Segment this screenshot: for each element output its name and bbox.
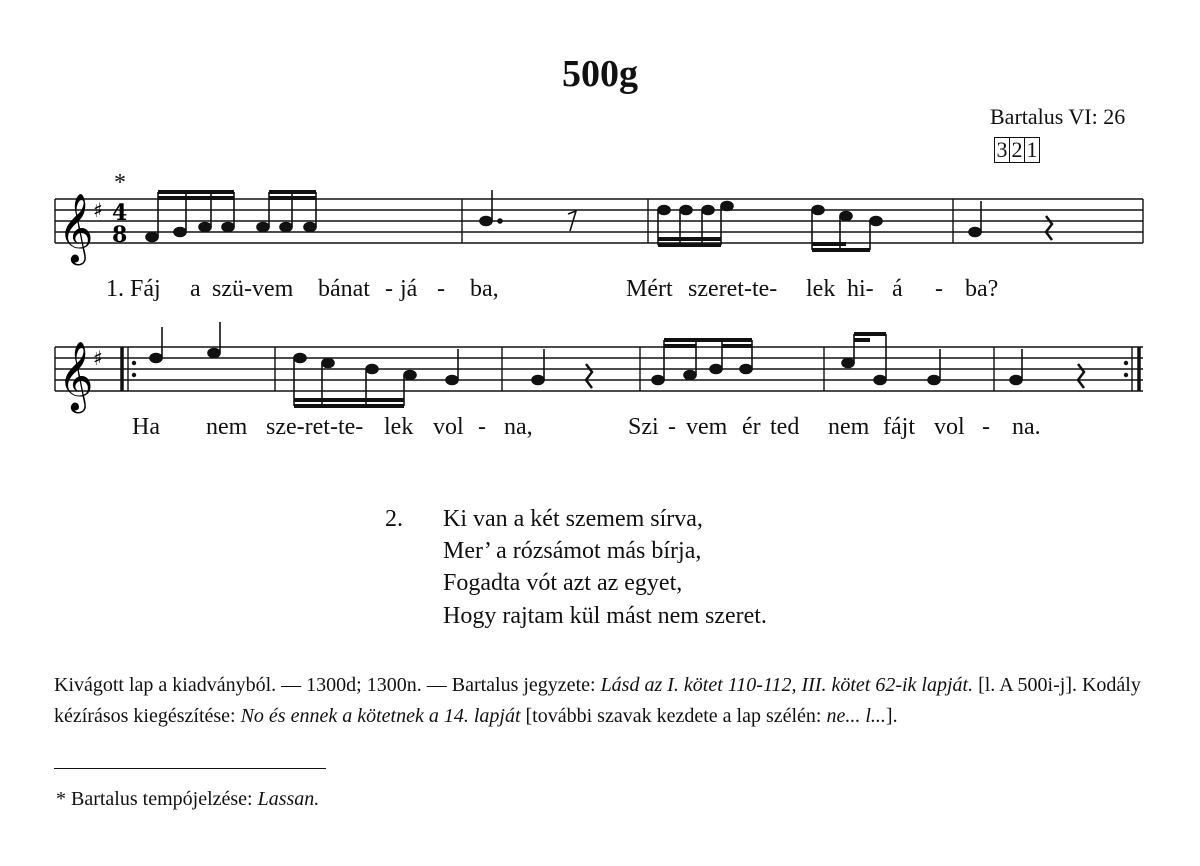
lyric-syllable: vol <box>934 414 965 440</box>
lyric-syllable: Ha <box>132 414 160 440</box>
lyric-syllable: - <box>668 414 676 440</box>
key-signature-sharp: ♯ <box>93 198 103 222</box>
tempo-asterisk: * <box>114 170 126 196</box>
footnote-text: * Bartalus tempójelzése: <box>56 788 258 810</box>
lyric-syllable: szeret-te- <box>688 276 778 302</box>
lyric-syllable: ér <box>742 414 761 440</box>
lyric-syllable: ted <box>770 414 800 440</box>
notes-italic: No és ennek a kötetnek a 14. lapját <box>240 705 521 727</box>
stanza-line: Mer’ a rózsámot más bírja, <box>443 538 702 564</box>
notes-italic: ne... l... <box>826 705 886 727</box>
lyric-syllable: - <box>935 276 943 302</box>
editorial-notes <box>54 670 1154 732</box>
treble-clef: 𝄞 <box>58 193 94 263</box>
stanza-line: Fogadta vót azt az egyet, <box>443 570 683 596</box>
lyric-syllable: Szi <box>628 414 659 440</box>
piece-title: 500g <box>562 53 638 95</box>
lyric-syllable: Mért <box>626 276 673 302</box>
time-sig-bottom: 8 <box>112 222 128 248</box>
lyric-syllable: já <box>400 276 418 302</box>
footnote-rule <box>54 768 326 769</box>
key-signature-sharp: ♯ <box>93 346 103 370</box>
lyric-syllable: sze-ret-te- <box>266 414 364 440</box>
footnote <box>56 788 319 811</box>
music-staff-1 <box>0 180 1200 290</box>
box-number: 1 <box>1024 137 1040 163</box>
lyric-syllable: nem <box>828 414 870 440</box>
lyric-syllable: vol <box>433 414 464 440</box>
lyric-syllable: na, <box>504 414 533 440</box>
lyric-syllable: á <box>892 276 903 302</box>
boxed-numbers <box>994 137 1039 163</box>
lyric-syllable: lek <box>384 414 414 440</box>
notes-text: ]. <box>885 705 898 727</box>
lyric-syllable: lek <box>806 276 836 302</box>
lyric-syllable: vem <box>686 414 728 440</box>
treble-clef: 𝄞 <box>58 341 94 411</box>
stanza-number: 2. <box>385 506 403 532</box>
footnote-tempo: Lassan. <box>257 788 320 810</box>
notes-text: [l. A 500i-j]. Kodály kézírásos kiegészítése: <box>54 674 1141 727</box>
source-reference: Bartalus VI: 26 <box>990 104 1126 129</box>
lyric-syllable: bánat <box>318 276 370 302</box>
lyric-syllable: hi- <box>847 276 874 302</box>
box-number: 3 <box>994 137 1010 163</box>
box-number: 2 <box>1009 137 1025 163</box>
stanza-line: Hogy rajtam kül mást nem szeret. <box>443 603 767 629</box>
lyric-syllable: ba? <box>965 276 999 302</box>
lyric-syllable: ba, <box>470 276 499 302</box>
lyric-syllable: fájt <box>883 414 915 440</box>
lyric-syllable: a <box>190 276 201 302</box>
lyric-syllable: 1. Fáj <box>106 276 161 302</box>
stanza-line: Ki van a két szemem sírva, <box>443 506 703 532</box>
lyric-syllable: - <box>478 414 486 440</box>
notes-text: Kivágott lap a kiadványból. — 1300d; 1300n. — Bartalus jegyzete: <box>54 674 601 696</box>
lyric-syllable: - <box>437 276 445 302</box>
lyric-syllable: nem <box>206 414 248 440</box>
lyric-syllable: - <box>385 276 393 302</box>
lyric-syllable: - <box>982 414 990 440</box>
notes-italic: Lásd az I. kötet 110-112, III. kötet 62-ik lapját. <box>600 674 974 696</box>
lyric-syllable: szü-vem <box>212 276 294 302</box>
time-sig-top: 4 <box>112 200 128 226</box>
notes-text: [további szavak kezdete a lap szélén: <box>520 705 827 727</box>
lyric-syllable: na. <box>1012 414 1041 440</box>
